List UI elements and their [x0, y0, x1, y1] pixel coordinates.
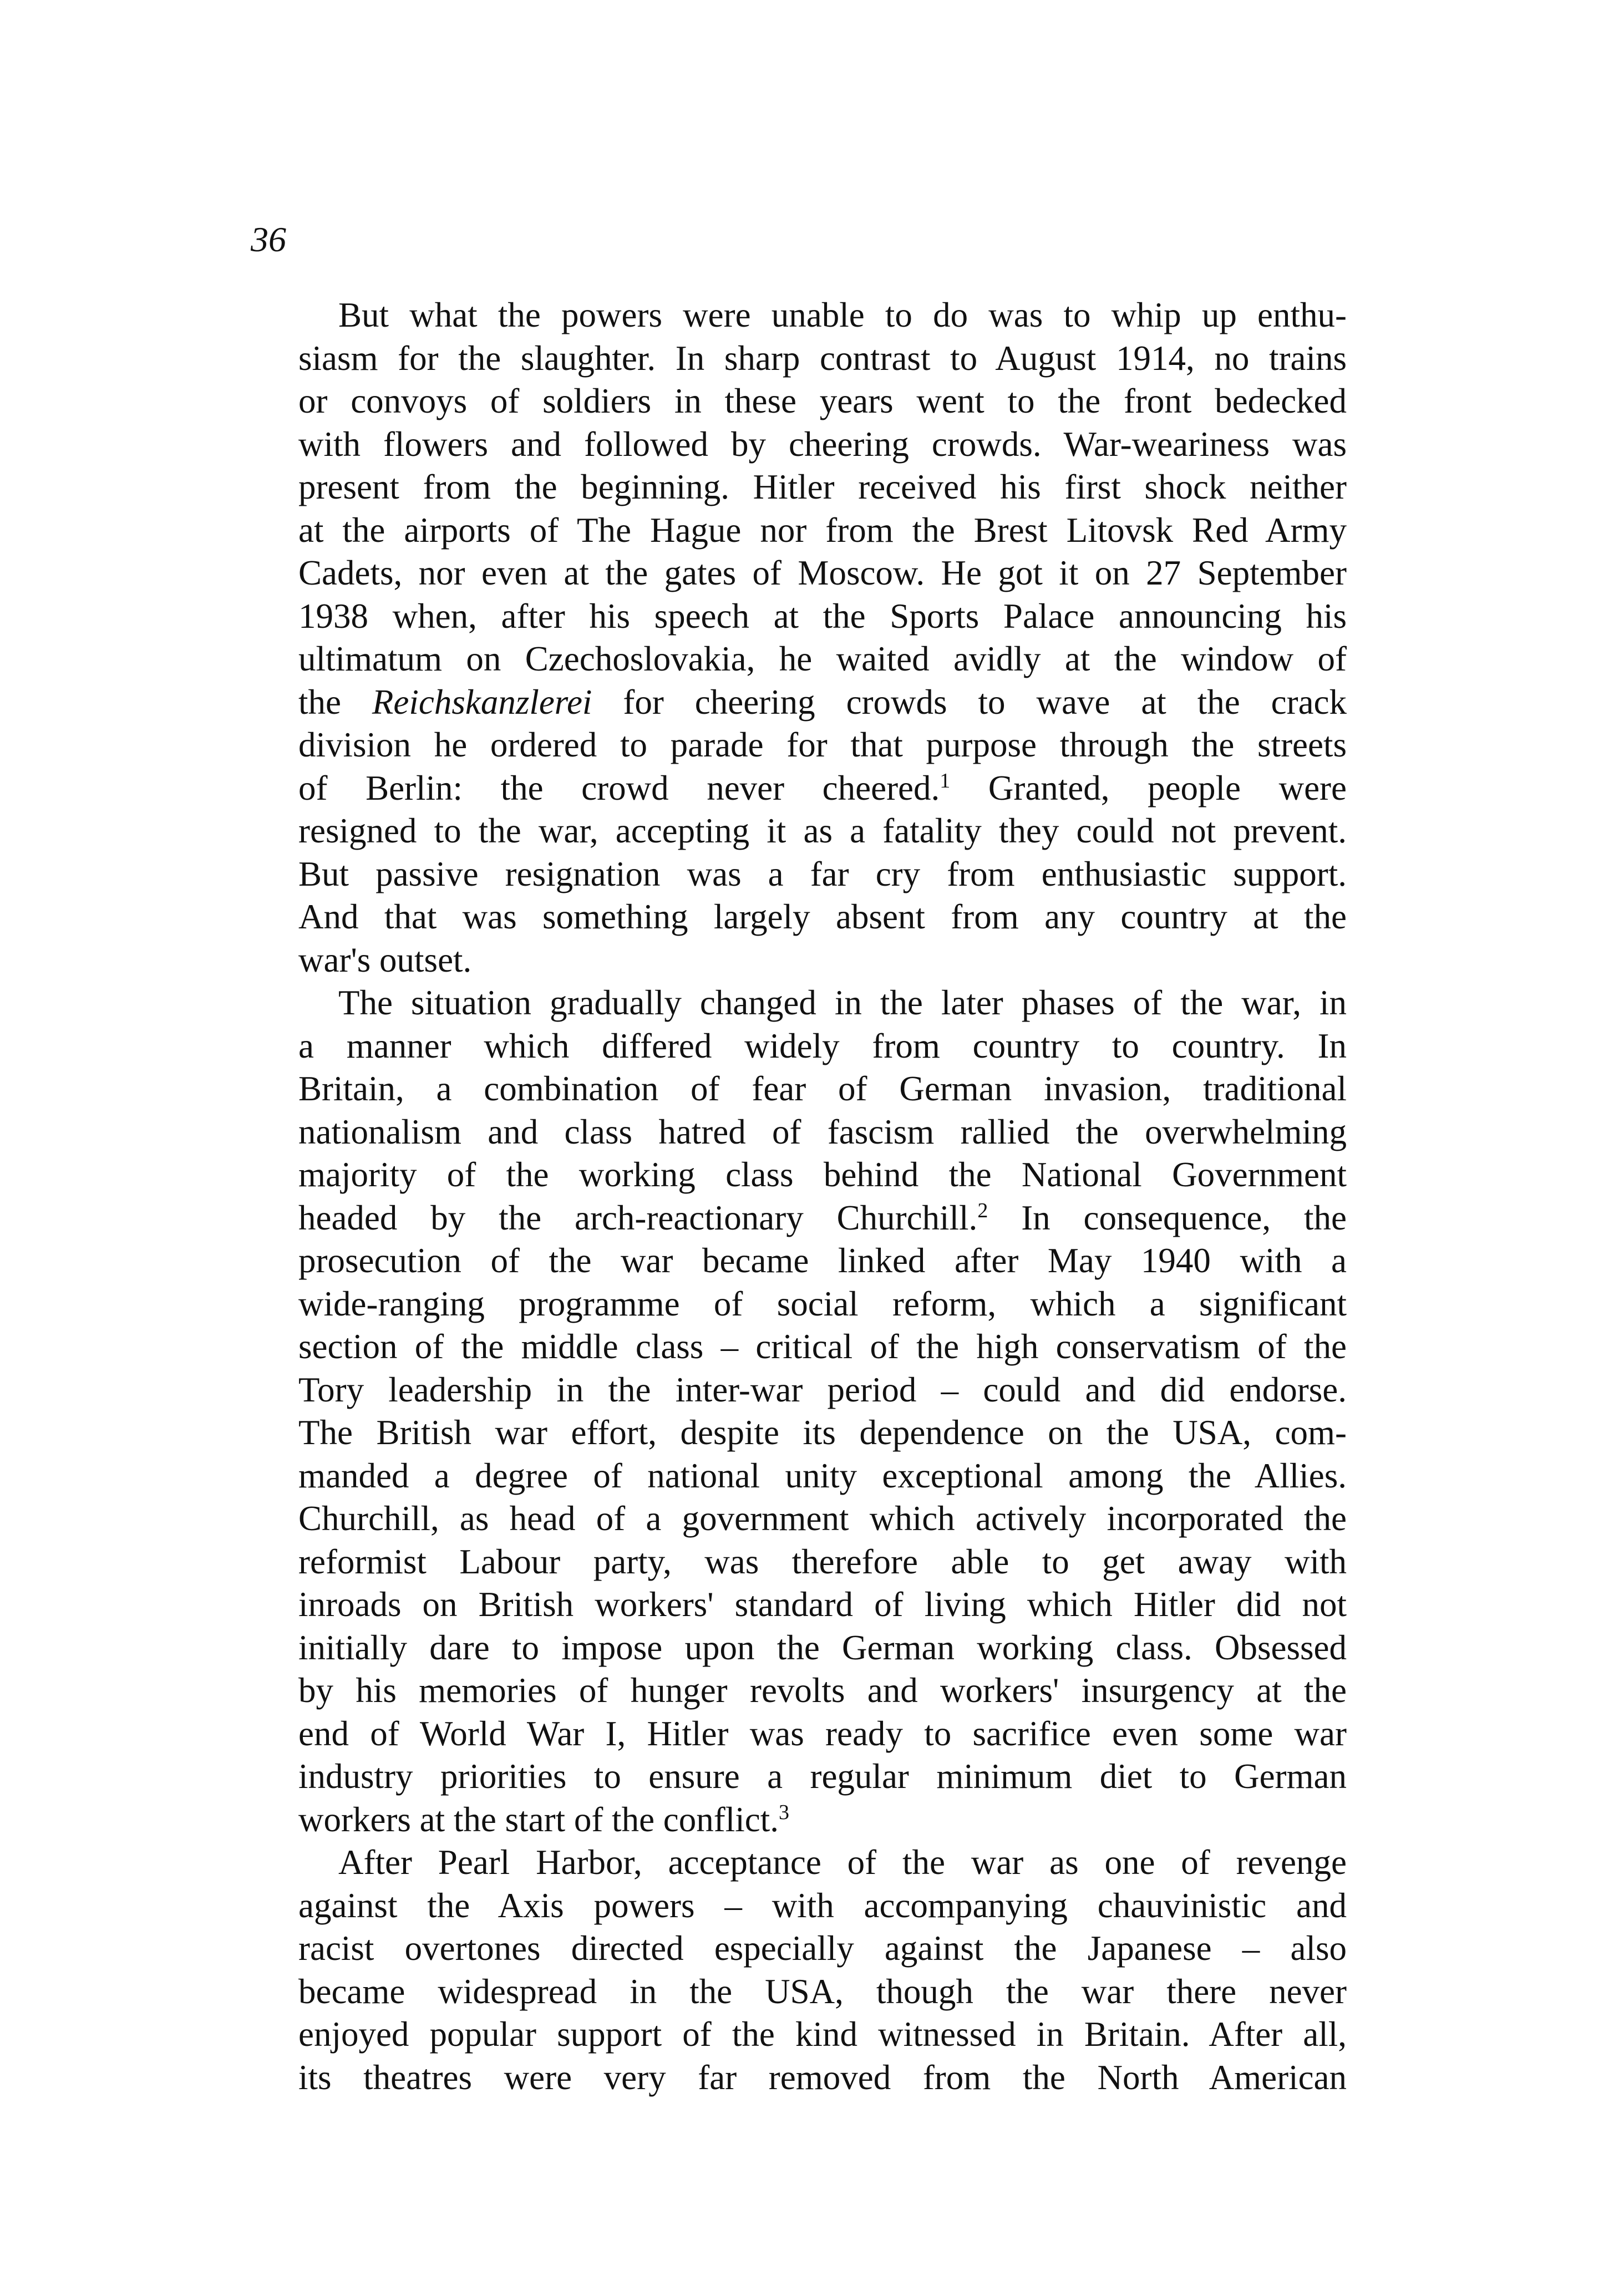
- text-line: majority of the working class behind the National Government: [298, 1155, 1347, 1194]
- text-line: nationalism and class hatred of fascism rallied the overwhelming: [298, 1112, 1347, 1151]
- text-line: siasm for the slaughter. In sharp contrast to August 1914, no trains: [298, 338, 1347, 378]
- text-line: became widespread in the USA, though the war there never: [298, 1972, 1347, 2011]
- text-line: against the Axis powers – with accompanying chauvinistic and: [298, 1886, 1347, 1925]
- text-line: [298, 681, 1347, 724]
- line-text: for cheering crowds to wave at the crack: [592, 682, 1347, 722]
- text-line: war's outset.: [298, 940, 472, 979]
- text-line: Britain, a combination of fear of German invasion, traditional: [298, 1069, 1347, 1108]
- line-text: of Berlin: the crowd never cheered.: [298, 768, 940, 807]
- line-text: workers at the start of the conflict.: [298, 1800, 779, 1839]
- page-number: 36: [251, 220, 286, 259]
- text-line: initially dare to impose upon the German working class. Obsessed: [298, 1628, 1347, 1667]
- line-text: the: [298, 682, 372, 722]
- paragraph: [298, 1841, 1347, 2099]
- text-line: The British war effort, despite its dependence on the USA, com-: [298, 1413, 1347, 1452]
- text-line: section of the middle class – critical of the high conservatism of the: [298, 1327, 1347, 1366]
- text-line: Tory leadership in the inter-war period – could and did endorse.: [298, 1370, 1347, 1409]
- footnote-marker: 1: [940, 769, 951, 793]
- text-line: [298, 767, 1347, 810]
- text-line: And that was something largely absent from any country at the: [298, 897, 1347, 936]
- text-line: [298, 1799, 1347, 1842]
- text-line: 1938 when, after his speech at the Sports Palace announcing his: [298, 596, 1347, 636]
- text-line: with flowers and followed by cheering crowds. War-weariness was: [298, 424, 1347, 464]
- text-line: a manner which differed widely from country to country. In: [298, 1026, 1347, 1065]
- text-line: or convoys of soldiers in these years went to the front bedecked: [298, 382, 1347, 420]
- body-text: [298, 294, 1347, 2099]
- text-line: wide-ranging programme of social reform, which a significant: [298, 1284, 1347, 1323]
- text-line: enjoyed popular support of the kind witnessed in Britain. After all,: [298, 2015, 1347, 2054]
- text-line: resigned to the war, accepting it as a fatality they could not prevent.: [298, 811, 1347, 850]
- text-line: racist overtones directed especially against the Japanese – also: [298, 1929, 1347, 1968]
- footnote-marker: 3: [778, 1800, 789, 1824]
- text-line: present from the beginning. Hitler received his first shock neither: [298, 468, 1347, 506]
- paragraph: [298, 294, 1347, 982]
- text-line: Cadets, nor even at the gates of Moscow. He got it on 27 September: [298, 553, 1347, 592]
- text-line: ultimatum on Czechoslovakia, he waited avidly at the window of: [298, 639, 1347, 678]
- text-line: But passive resignation was a far cry from enthusiastic support.: [298, 854, 1347, 893]
- text-line: end of World War I, Hitler was ready to sacrifice even some war: [298, 1714, 1347, 1753]
- text-line: After Pearl Harbor, acceptance of the war as one of revenge: [338, 1843, 1347, 1882]
- line-text: Granted, people were: [950, 768, 1347, 807]
- text-line: But what the powers were unable to do was to whip up enthu-: [338, 296, 1347, 334]
- text-line: by his memories of hunger revolts and workers' insurgency at the: [298, 1671, 1347, 1710]
- text-line: manded a degree of national unity exceptional among the Allies.: [298, 1456, 1347, 1495]
- line-text: In consequence, the: [988, 1198, 1347, 1237]
- footnote-marker: 2: [977, 1198, 988, 1222]
- text-line: reformist Labour party, was therefore able to get away with: [298, 1542, 1347, 1581]
- line-text: headed by the arch-reactionary Churchill.: [298, 1198, 978, 1237]
- text-line: [298, 1197, 1347, 1240]
- text-line: at the airports of The Hague nor from the Brest Litovsk Red Army: [298, 510, 1347, 550]
- text-line: industry priorities to ensure a regular minimum diet to German: [298, 1757, 1347, 1796]
- text-line: division he ordered to parade for that purpose through the streets: [298, 725, 1347, 764]
- text-line: prosecution of the war became linked after May 1940 with a: [298, 1241, 1347, 1280]
- text-line: The situation gradually changed in the later phases of the war, in: [338, 983, 1347, 1022]
- italic-term: Reichskanzlerei: [372, 682, 592, 722]
- text-line: inroads on British workers' standard of living which Hitler did not: [298, 1585, 1347, 1624]
- paragraph: [298, 982, 1347, 1841]
- text-line: Churchill, as head of a government which actively incorporated the: [298, 1499, 1347, 1538]
- text-line: its theatres were very far removed from the North American: [298, 2058, 1347, 2097]
